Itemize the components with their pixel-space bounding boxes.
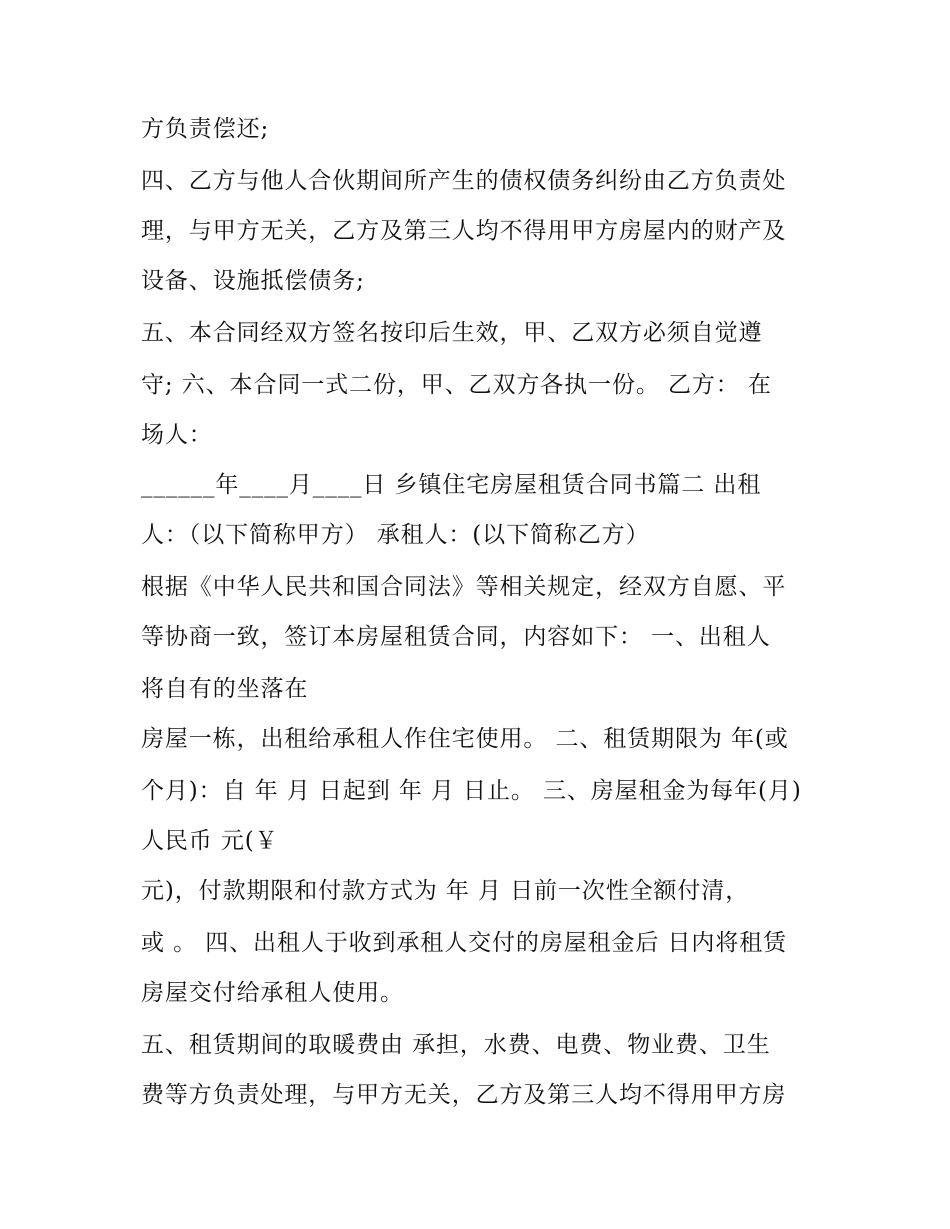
text-line: 等协商一致，签订本房屋租赁合同，内容如下： 一、出租人 [141, 624, 771, 650]
text-line: 方负责偿还; [141, 116, 270, 142]
text-line: 将自有的坐落在 [141, 676, 309, 702]
text-line: 人：（以下简称甲方） 承租人：(以下简称乙方） [141, 522, 650, 548]
text-line: 房屋交付给承租人使用。 [141, 980, 404, 1006]
text-line: 守; 六、本合同一式二份，甲、乙双方各执一份。 乙方： 在 [141, 372, 772, 398]
text-line: 元)，付款期限和付款方式为 年 月 日前一次性全额付清， [141, 878, 750, 904]
text-line: 理，与甲方无关，乙方及第三人均不得用甲方房屋内的财产及 [141, 218, 787, 244]
text-line: 人民币 元(￥ [141, 828, 279, 854]
text-line: 五、租赁期间的取暖费由 承担，水费、电费、物业费、卫生 [141, 1032, 771, 1058]
text-line: 房屋一栋，出租给承租人作住宅使用。 二、租赁期限为 年(或 [141, 726, 789, 752]
text-line: 四、乙方与他人合伙期间所产生的债权债务纠纷由乙方负责处 [141, 168, 787, 194]
text-line: 或 。 四、出租人于收到承租人交付的房屋租金后 日内将租赁 [141, 930, 788, 956]
text-line: 场人： [141, 422, 213, 448]
text-line: ______年____月____日 乡镇住宅房屋租赁合同书篇二 出租 [141, 472, 762, 498]
text-line: 根据《中华人民共和国合同法》等相关规定，经双方自愿、平 [141, 574, 787, 600]
text-line: 设备、设施抵偿债务; [141, 268, 365, 294]
text-line: 个月)：自 年 月 日起到 年 月 日止。 三、房屋租金为每年(月) [141, 778, 802, 804]
text-line: 费等方负责处理，与甲方无关，乙方及第三人均不得用甲方房 [141, 1082, 787, 1108]
text-line: 五、本合同经双方签名按印后生效，甲、乙双方必须自觉遵 [141, 320, 763, 346]
